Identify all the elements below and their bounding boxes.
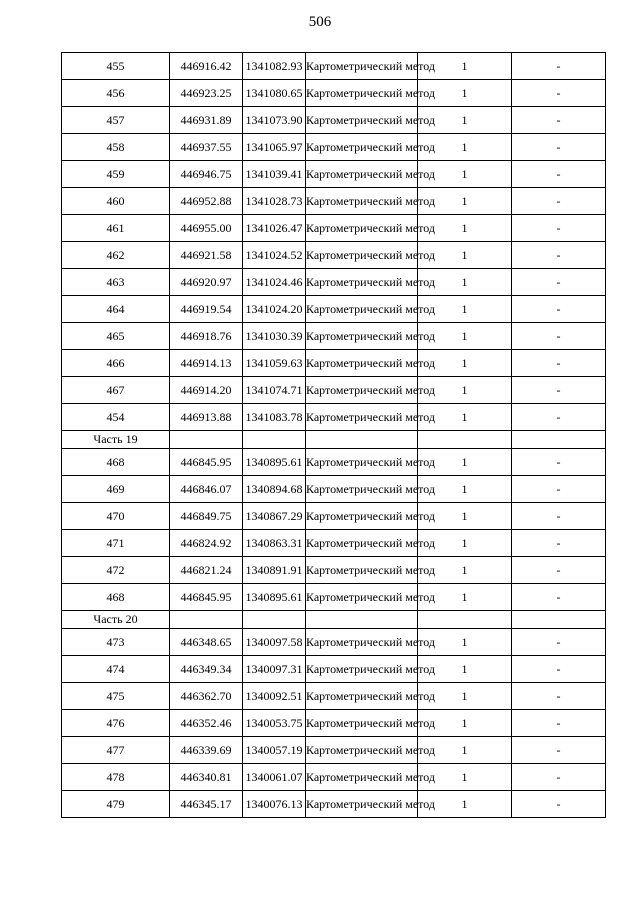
method-cell: Картометрический метод xyxy=(306,557,418,584)
accuracy-cell: 1 xyxy=(418,710,512,737)
table-row xyxy=(62,557,606,584)
part-label: Часть 20 xyxy=(62,611,170,629)
empty-cell xyxy=(418,611,512,629)
method-cell: Картометрический метод xyxy=(306,404,418,431)
point-number-cell: 476 xyxy=(62,710,170,737)
part-header-row xyxy=(62,431,606,449)
y-coordinate-cell: 1341080.65 xyxy=(243,80,306,107)
y-coordinate-cell: 1340891.91 xyxy=(243,557,306,584)
x-coordinate-cell: 446955.00 xyxy=(170,215,243,242)
y-coordinate-cell: 1340057.19 xyxy=(243,737,306,764)
table-row xyxy=(62,764,606,791)
x-coordinate-cell: 446345.17 xyxy=(170,791,243,818)
table-row xyxy=(62,710,606,737)
note-cell: - xyxy=(512,215,606,242)
accuracy-cell: 1 xyxy=(418,503,512,530)
x-coordinate-cell: 446923.25 xyxy=(170,80,243,107)
y-coordinate-cell: 1340097.58 xyxy=(243,629,306,656)
accuracy-cell: 1 xyxy=(418,449,512,476)
point-number-cell: 468 xyxy=(62,584,170,611)
x-coordinate-cell: 446349.34 xyxy=(170,656,243,683)
method-cell: Картометрический метод xyxy=(306,503,418,530)
x-coordinate-cell: 446352.46 xyxy=(170,710,243,737)
accuracy-cell: 1 xyxy=(418,530,512,557)
empty-cell xyxy=(243,431,306,449)
accuracy-cell: 1 xyxy=(418,269,512,296)
y-coordinate-cell: 1340895.61 xyxy=(243,449,306,476)
note-cell: - xyxy=(512,296,606,323)
y-coordinate-cell: 1340863.31 xyxy=(243,530,306,557)
accuracy-cell: 1 xyxy=(418,404,512,431)
point-number-cell: 478 xyxy=(62,764,170,791)
table-row xyxy=(62,188,606,215)
table-row xyxy=(62,629,606,656)
point-number-cell: 459 xyxy=(62,161,170,188)
note-cell: - xyxy=(512,557,606,584)
x-coordinate-cell: 446824.92 xyxy=(170,530,243,557)
y-coordinate-cell: 1341074.71 xyxy=(243,377,306,404)
x-coordinate-cell: 446845.95 xyxy=(170,584,243,611)
x-coordinate-cell: 446339.69 xyxy=(170,737,243,764)
y-coordinate-cell: 1340097.31 xyxy=(243,656,306,683)
x-coordinate-cell: 446920.97 xyxy=(170,269,243,296)
accuracy-cell: 1 xyxy=(418,215,512,242)
point-number-cell: 470 xyxy=(62,503,170,530)
point-number-cell: 471 xyxy=(62,530,170,557)
method-cell: Картометрический метод xyxy=(306,449,418,476)
x-coordinate-cell: 446913.88 xyxy=(170,404,243,431)
note-cell: - xyxy=(512,503,606,530)
point-number-cell: 469 xyxy=(62,476,170,503)
accuracy-cell: 1 xyxy=(418,683,512,710)
part-header-row xyxy=(62,611,606,629)
note-cell: - xyxy=(512,584,606,611)
x-coordinate-cell: 446916.42 xyxy=(170,53,243,80)
table-row xyxy=(62,530,606,557)
page-number: 506 xyxy=(308,14,332,30)
point-number-cell: 458 xyxy=(62,134,170,161)
accuracy-cell: 1 xyxy=(418,80,512,107)
point-number-cell: 475 xyxy=(62,683,170,710)
y-coordinate-cell: 1340053.75 xyxy=(243,710,306,737)
note-cell: - xyxy=(512,377,606,404)
accuracy-cell: 1 xyxy=(418,737,512,764)
note-cell: - xyxy=(512,656,606,683)
method-cell: Картометрический метод xyxy=(306,323,418,350)
y-coordinate-cell: 1341083.78 xyxy=(243,404,306,431)
method-cell: Картометрический метод xyxy=(306,791,418,818)
accuracy-cell: 1 xyxy=(418,476,512,503)
note-cell: - xyxy=(512,350,606,377)
point-number-cell: 472 xyxy=(62,557,170,584)
accuracy-cell: 1 xyxy=(418,161,512,188)
accuracy-cell: 1 xyxy=(418,107,512,134)
table-row xyxy=(62,584,606,611)
note-cell: - xyxy=(512,269,606,296)
method-cell: Картометрический метод xyxy=(306,242,418,269)
accuracy-cell: 1 xyxy=(418,323,512,350)
y-coordinate-cell: 1341039.41 xyxy=(243,161,306,188)
accuracy-cell: 1 xyxy=(418,350,512,377)
table-row xyxy=(62,350,606,377)
note-cell: - xyxy=(512,710,606,737)
method-cell: Картометрический метод xyxy=(306,134,418,161)
accuracy-cell: 1 xyxy=(418,188,512,215)
note-cell: - xyxy=(512,737,606,764)
point-number-cell: 460 xyxy=(62,188,170,215)
method-cell: Картометрический метод xyxy=(306,710,418,737)
x-coordinate-cell: 446821.24 xyxy=(170,557,243,584)
accuracy-cell: 1 xyxy=(418,764,512,791)
note-cell: - xyxy=(512,188,606,215)
point-number-cell: 477 xyxy=(62,737,170,764)
x-coordinate-cell: 446362.70 xyxy=(170,683,243,710)
method-cell: Картометрический метод xyxy=(306,188,418,215)
x-coordinate-cell: 446845.95 xyxy=(170,449,243,476)
y-coordinate-cell: 1341030.39 xyxy=(243,323,306,350)
table-row xyxy=(62,80,606,107)
table-row xyxy=(62,134,606,161)
y-coordinate-cell: 1341026.47 xyxy=(243,215,306,242)
point-number-cell: 463 xyxy=(62,269,170,296)
empty-cell xyxy=(306,431,418,449)
method-cell: Картометрический метод xyxy=(306,269,418,296)
accuracy-cell: 1 xyxy=(418,629,512,656)
method-cell: Картометрический метод xyxy=(306,53,418,80)
x-coordinate-cell: 446919.54 xyxy=(170,296,243,323)
x-coordinate-cell: 446340.81 xyxy=(170,764,243,791)
point-number-cell: 456 xyxy=(62,80,170,107)
table-row xyxy=(62,737,606,764)
method-cell: Картометрический метод xyxy=(306,80,418,107)
empty-cell xyxy=(243,611,306,629)
point-number-cell: 455 xyxy=(62,53,170,80)
method-cell: Картометрический метод xyxy=(306,215,418,242)
y-coordinate-cell: 1340076.13 xyxy=(243,791,306,818)
y-coordinate-cell: 1340061.07 xyxy=(243,764,306,791)
table-row xyxy=(62,449,606,476)
note-cell: - xyxy=(512,530,606,557)
note-cell: - xyxy=(512,134,606,161)
note-cell: - xyxy=(512,53,606,80)
note-cell: - xyxy=(512,242,606,269)
part-label: Часть 19 xyxy=(62,431,170,449)
method-cell: Картометрический метод xyxy=(306,350,418,377)
point-number-cell: 454 xyxy=(62,404,170,431)
empty-cell xyxy=(512,431,606,449)
table-row xyxy=(62,323,606,350)
y-coordinate-cell: 1341024.52 xyxy=(243,242,306,269)
x-coordinate-cell: 446921.58 xyxy=(170,242,243,269)
table-row xyxy=(62,161,606,188)
y-coordinate-cell: 1340867.29 xyxy=(243,503,306,530)
table-row xyxy=(62,503,606,530)
table-row xyxy=(62,656,606,683)
method-cell: Картометрический метод xyxy=(306,764,418,791)
x-coordinate-cell: 446914.13 xyxy=(170,350,243,377)
empty-cell xyxy=(512,611,606,629)
table-row xyxy=(62,377,606,404)
method-cell: Картометрический метод xyxy=(306,296,418,323)
point-number-cell: 473 xyxy=(62,629,170,656)
method-cell: Картометрический метод xyxy=(306,476,418,503)
point-number-cell: 462 xyxy=(62,242,170,269)
accuracy-cell: 1 xyxy=(418,134,512,161)
y-coordinate-cell: 1340895.61 xyxy=(243,584,306,611)
accuracy-cell: 1 xyxy=(418,584,512,611)
accuracy-cell: 1 xyxy=(418,656,512,683)
y-coordinate-cell: 1340092.51 xyxy=(243,683,306,710)
empty-cell xyxy=(418,431,512,449)
y-coordinate-cell: 1341073.90 xyxy=(243,107,306,134)
note-cell: - xyxy=(512,791,606,818)
note-cell: - xyxy=(512,764,606,791)
y-coordinate-cell: 1340894.68 xyxy=(243,476,306,503)
point-number-cell: 474 xyxy=(62,656,170,683)
note-cell: - xyxy=(512,107,606,134)
table-row xyxy=(62,242,606,269)
method-cell: Картометрический метод xyxy=(306,656,418,683)
x-coordinate-cell: 446846.07 xyxy=(170,476,243,503)
note-cell: - xyxy=(512,629,606,656)
table-row xyxy=(62,683,606,710)
table-body xyxy=(62,53,606,818)
note-cell: - xyxy=(512,161,606,188)
note-cell: - xyxy=(512,404,606,431)
accuracy-cell: 1 xyxy=(418,557,512,584)
method-cell: Картометрический метод xyxy=(306,584,418,611)
note-cell: - xyxy=(512,80,606,107)
point-number-cell: 465 xyxy=(62,323,170,350)
table-row xyxy=(62,476,606,503)
table-row xyxy=(62,53,606,80)
note-cell: - xyxy=(512,323,606,350)
coordinates-table xyxy=(61,52,606,818)
method-cell: Картометрический метод xyxy=(306,629,418,656)
method-cell: Картометрический метод xyxy=(306,107,418,134)
note-cell: - xyxy=(512,476,606,503)
x-coordinate-cell: 446937.55 xyxy=(170,134,243,161)
y-coordinate-cell: 1341065.97 xyxy=(243,134,306,161)
method-cell: Картометрический метод xyxy=(306,683,418,710)
accuracy-cell: 1 xyxy=(418,296,512,323)
y-coordinate-cell: 1341082.93 xyxy=(243,53,306,80)
empty-cell xyxy=(306,611,418,629)
empty-cell xyxy=(170,431,243,449)
table-row xyxy=(62,215,606,242)
x-coordinate-cell: 446931.89 xyxy=(170,107,243,134)
accuracy-cell: 1 xyxy=(418,53,512,80)
method-cell: Картометрический метод xyxy=(306,737,418,764)
table-row xyxy=(62,107,606,134)
table-row xyxy=(62,296,606,323)
x-coordinate-cell: 446946.75 xyxy=(170,161,243,188)
point-number-cell: 467 xyxy=(62,377,170,404)
table-row xyxy=(62,404,606,431)
x-coordinate-cell: 446348.65 xyxy=(170,629,243,656)
y-coordinate-cell: 1341024.20 xyxy=(243,296,306,323)
note-cell: - xyxy=(512,683,606,710)
point-number-cell: 468 xyxy=(62,449,170,476)
accuracy-cell: 1 xyxy=(418,242,512,269)
empty-cell xyxy=(170,611,243,629)
point-number-cell: 461 xyxy=(62,215,170,242)
point-number-cell: 464 xyxy=(62,296,170,323)
note-cell: - xyxy=(512,449,606,476)
y-coordinate-cell: 1341059.63 xyxy=(243,350,306,377)
table-row xyxy=(62,791,606,818)
method-cell: Картометрический метод xyxy=(306,161,418,188)
method-cell: Картометрический метод xyxy=(306,530,418,557)
x-coordinate-cell: 446918.76 xyxy=(170,323,243,350)
table-row xyxy=(62,269,606,296)
x-coordinate-cell: 446849.75 xyxy=(170,503,243,530)
point-number-cell: 466 xyxy=(62,350,170,377)
x-coordinate-cell: 446914.20 xyxy=(170,377,243,404)
y-coordinate-cell: 1341028.73 xyxy=(243,188,306,215)
accuracy-cell: 1 xyxy=(418,377,512,404)
point-number-cell: 457 xyxy=(62,107,170,134)
accuracy-cell: 1 xyxy=(418,791,512,818)
y-coordinate-cell: 1341024.46 xyxy=(243,269,306,296)
x-coordinate-cell: 446952.88 xyxy=(170,188,243,215)
method-cell: Картометрический метод xyxy=(306,377,418,404)
point-number-cell: 479 xyxy=(62,791,170,818)
